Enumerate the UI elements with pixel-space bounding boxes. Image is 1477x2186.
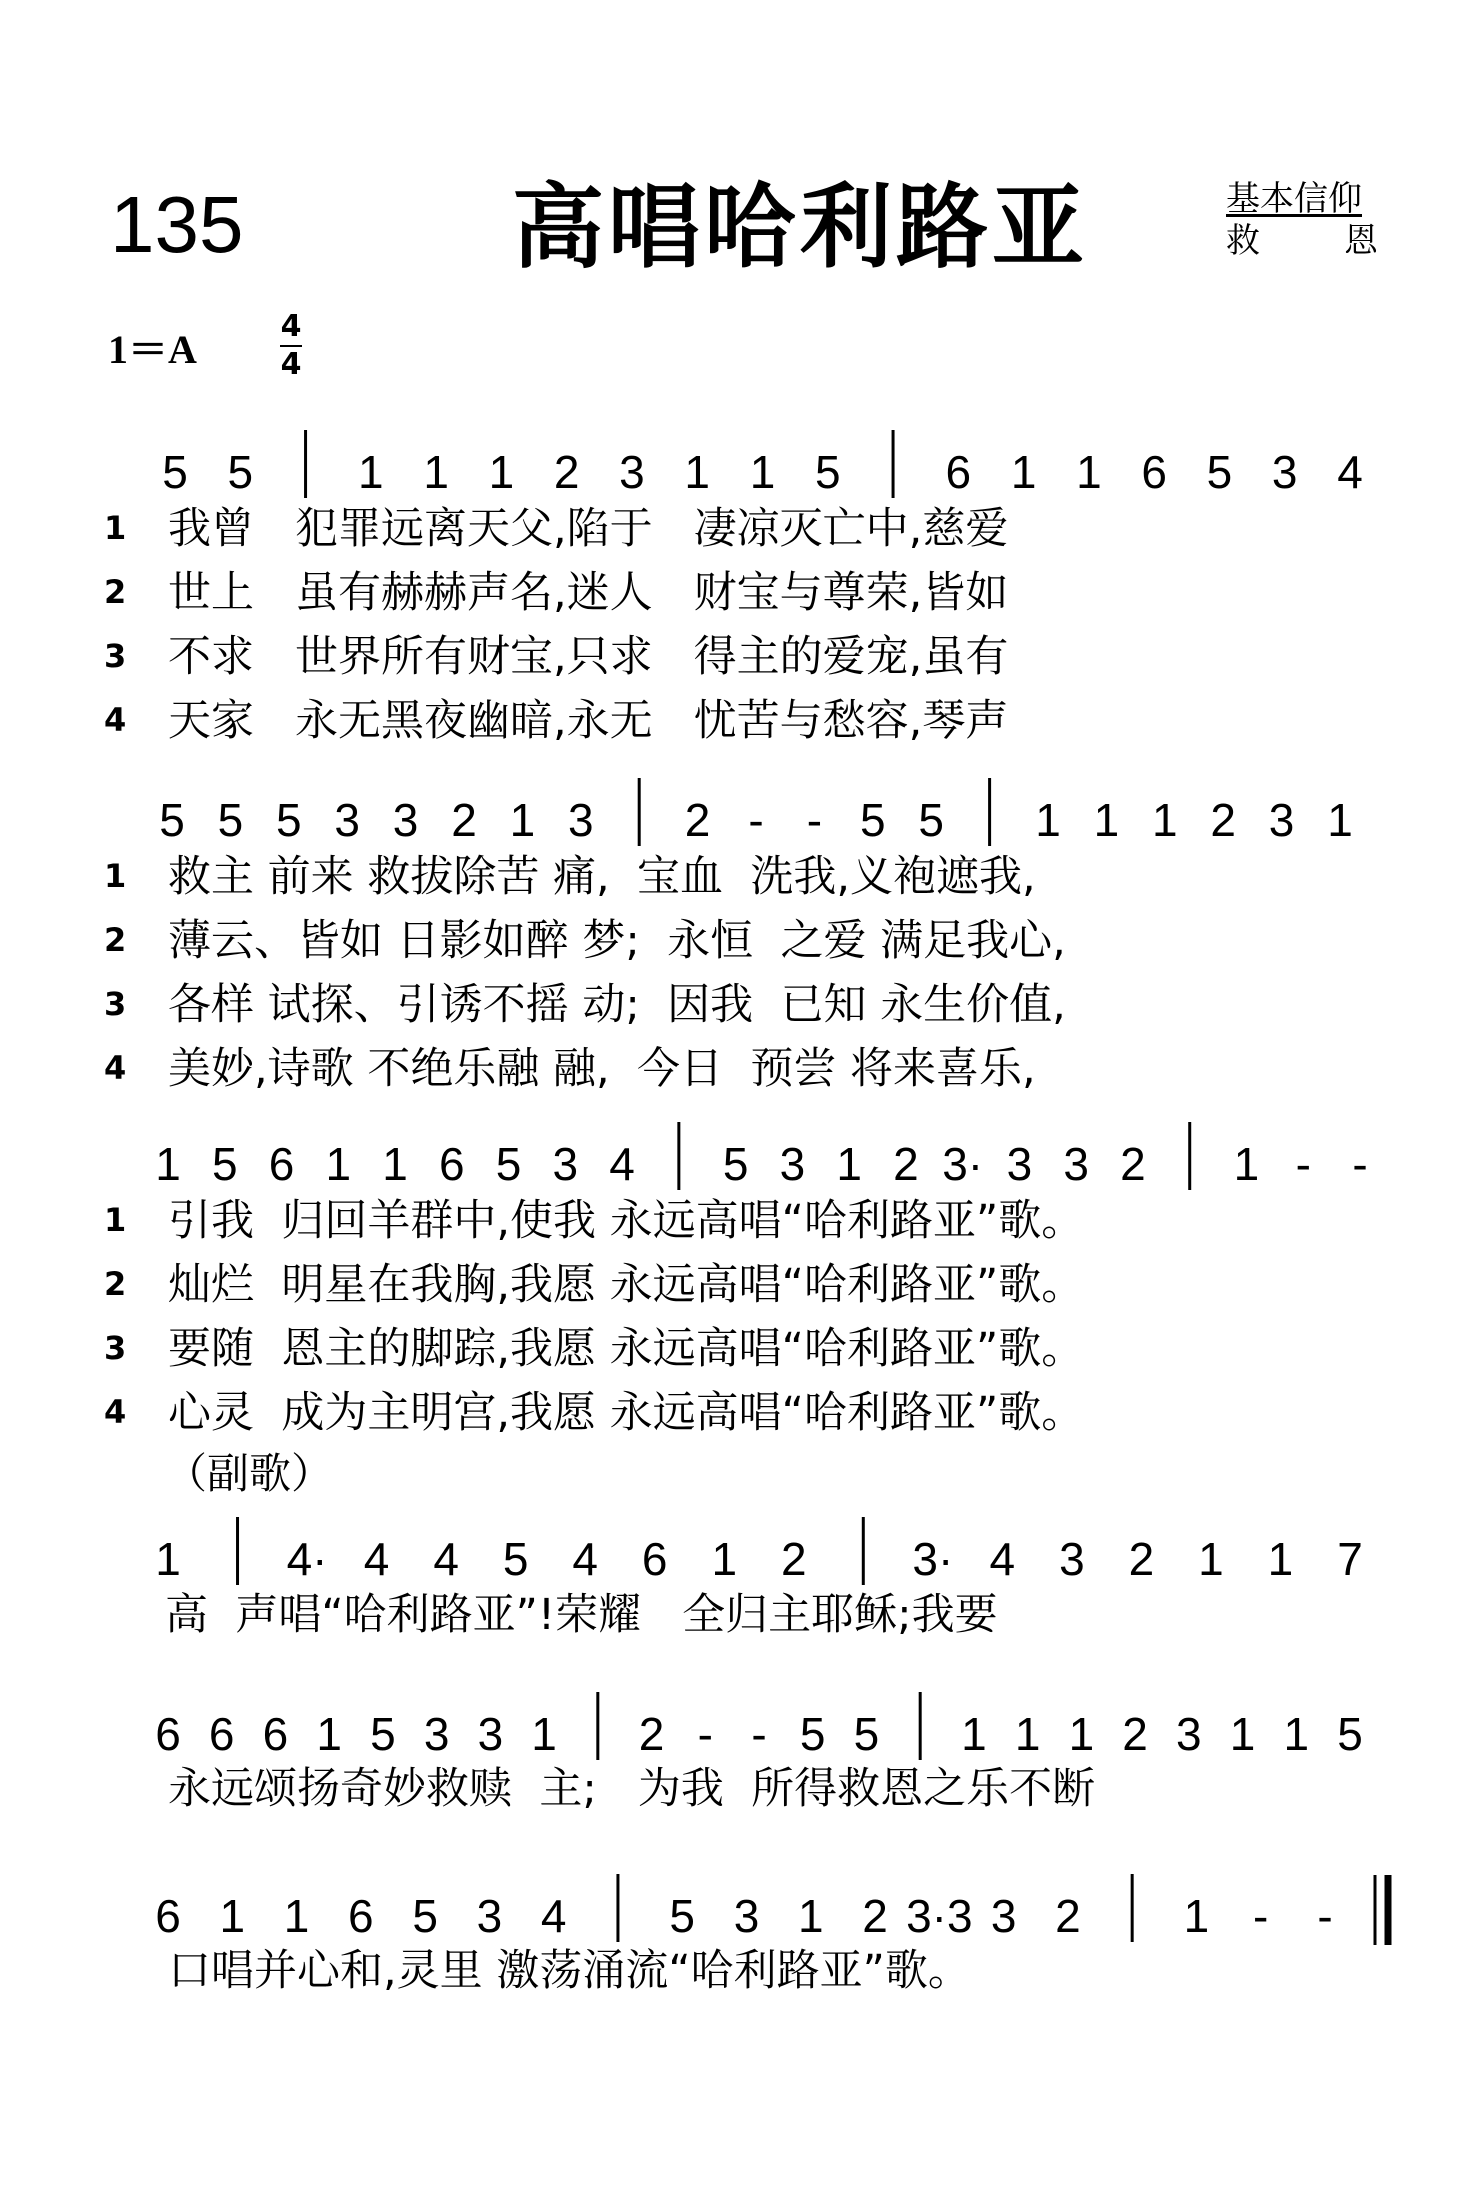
note: 1 <box>1010 446 1037 498</box>
note: 4 <box>989 1533 1016 1585</box>
chorus-lyric-line: 口唱并心和,灵里 激荡涌流“哈利路亚”歌。 <box>168 1946 971 1996</box>
note: 5 <box>495 1138 522 1190</box>
note: 3 <box>1176 1708 1202 1760</box>
note: 5 <box>669 1890 696 1942</box>
note: 1 <box>155 1138 181 1190</box>
note: 5 <box>211 1138 238 1190</box>
note: 5 <box>412 1890 438 1942</box>
lyric-line: 天家 永无黑夜幽暗,永无 忧苦与愁容,琴声 <box>168 696 1009 746</box>
key-signature: 1＝A <box>108 327 197 372</box>
chorus-lyric-line: 永远颂扬奇妙救赎 主; 为我 所得救恩之乐不断 <box>168 1764 1096 1814</box>
note: 2 <box>1128 1533 1155 1585</box>
lyric-line: 薄云、皆如 日影如醉 梦; 永恒 之爱 满足我心, <box>168 916 1066 966</box>
note: 2 <box>684 794 711 846</box>
note: 4 <box>609 1138 635 1190</box>
note: 5 <box>276 794 302 846</box>
note-dash: - <box>748 794 764 846</box>
note: 2 <box>780 1533 807 1585</box>
note: 3 <box>392 794 419 846</box>
note: 2 <box>638 1708 665 1760</box>
verse-number: 1 <box>104 857 127 895</box>
note: 7 <box>1337 1533 1363 1585</box>
lyric-line: 灿烂 明星在我胸,我愿 永远高唱“哈利路亚”歌。 <box>168 1260 1085 1310</box>
note: 3 <box>733 1890 760 1942</box>
note-dash: - <box>806 794 823 846</box>
note: 4 <box>363 1533 390 1585</box>
lyric-line: 我曾 犯罪远离天父,陷于 凄凉灭亡中,慈爱 <box>168 504 1009 554</box>
note: 1 <box>1327 794 1353 846</box>
note: 6 <box>155 1890 181 1942</box>
note: 1 <box>1229 1708 1256 1760</box>
verse-number: 2 <box>104 1265 127 1303</box>
note: 5 <box>814 446 841 498</box>
note: 1 <box>1014 1708 1041 1760</box>
note: 4 <box>433 1533 459 1585</box>
note: 1 <box>1068 1708 1095 1760</box>
note: 1 <box>1093 794 1120 846</box>
hymn-number: 135 <box>110 180 244 269</box>
note: 1 <box>358 446 384 498</box>
note: 1 <box>836 1138 862 1190</box>
note: 6 <box>945 446 972 498</box>
note: 2 <box>451 794 477 846</box>
note: 5 <box>1206 446 1233 498</box>
note: 3·3 <box>906 1890 973 1942</box>
lyric-line: 救主 前来 救拔除苦 痛, 宝血 洗我,义袍遮我, <box>168 852 1036 902</box>
note-dash: - <box>697 1708 713 1760</box>
note: 1 <box>1233 1138 1260 1190</box>
verse-number: 1 <box>104 1201 127 1239</box>
note: 3 <box>990 1890 1017 1942</box>
note: 2 <box>862 1890 888 1942</box>
verse-number: 1 <box>104 509 127 547</box>
note: 1 <box>316 1708 342 1760</box>
note: 1 <box>1198 1533 1224 1585</box>
note: 4· <box>286 1533 328 1585</box>
note: 1 <box>961 1708 987 1760</box>
note: 1 <box>423 446 449 498</box>
verse-number: 3 <box>104 1329 127 1367</box>
lyric-line: 不求 世界所有财宝,只求 得主的爱宠,虽有 <box>168 632 1009 682</box>
verse-number: 2 <box>104 921 127 959</box>
note: 3 <box>779 1138 806 1190</box>
note: 2 <box>1120 1138 1146 1190</box>
note-dash: - <box>1295 1138 1311 1190</box>
time-signature-top: 4 <box>280 309 302 344</box>
note: 3 <box>334 794 360 846</box>
note: 1 <box>155 1533 181 1585</box>
note: 4 <box>572 1533 598 1585</box>
note: 6 <box>348 1890 374 1942</box>
note: 1 <box>325 1138 352 1190</box>
note: 3 <box>476 1890 503 1942</box>
note: 1 <box>1183 1890 1210 1942</box>
note: 1 <box>509 794 536 846</box>
note: 2 <box>1122 1708 1148 1760</box>
note-dash: - <box>751 1708 767 1760</box>
note: 1 <box>382 1138 408 1190</box>
note: 4 <box>540 1890 567 1942</box>
note: 2 <box>1055 1890 1081 1942</box>
note: 6 <box>208 1708 235 1760</box>
lyric-line: 引我 归回羊群中,使我 永远高唱“哈利路亚”歌。 <box>168 1196 1085 1246</box>
note: 2 <box>893 1138 919 1190</box>
note: 5 <box>918 794 944 846</box>
lyric-line: 心灵 成为主明宫,我愿 永远高唱“哈利路亚”歌。 <box>168 1388 1085 1438</box>
note: 1 <box>488 446 515 498</box>
chorus-lyric-line: 高 声唱“哈利路亚”!荣耀 全归主耶稣;我要 <box>165 1590 998 1640</box>
chorus-label: （副歌） <box>165 1449 334 1498</box>
note: 2 <box>553 446 580 498</box>
note: 1 <box>797 1890 824 1942</box>
note: 4 <box>1337 446 1363 498</box>
lyric-line: 世上 虽有赫赫声名,迷人 财宝与尊荣,皆如 <box>168 568 1009 618</box>
note: 6 <box>1141 446 1167 498</box>
note: 6 <box>268 1138 295 1190</box>
note: 1 <box>1076 446 1102 498</box>
note: 3 <box>477 1708 504 1760</box>
verse-number: 3 <box>104 985 127 1023</box>
note: 1 <box>684 446 711 498</box>
note: 3 <box>552 1138 579 1190</box>
note: 5 <box>162 446 188 498</box>
verse-number: 4 <box>104 1049 127 1087</box>
category-main: 基本信仰 <box>1226 179 1362 219</box>
note: 3 <box>1271 446 1298 498</box>
note-dash: - <box>1253 1890 1269 1942</box>
note: 3 <box>423 1708 450 1760</box>
note: 3 <box>568 794 594 846</box>
note: 6 <box>262 1708 289 1760</box>
note: 2 <box>1210 794 1236 846</box>
verse-number: 2 <box>104 573 127 611</box>
note: 3 <box>1006 1138 1033 1190</box>
note: 1 <box>219 1890 246 1942</box>
note: 5 <box>799 1708 826 1760</box>
note: 3· <box>942 1138 984 1190</box>
note: 6 <box>155 1708 181 1760</box>
note: 1 <box>283 1890 310 1942</box>
note: 1 <box>711 1533 738 1585</box>
lyric-line: 美妙,诗歌 不绝乐融 融, 今日 预尝 将来喜乐, <box>168 1044 1036 1094</box>
verse-number: 4 <box>104 1393 127 1431</box>
note: 3 <box>1268 794 1295 846</box>
note: 6 <box>641 1533 668 1585</box>
note-dash: - <box>1352 1138 1368 1190</box>
note: 3 <box>1059 1533 1085 1585</box>
note: 3 <box>619 446 645 498</box>
note: 3 <box>1063 1138 1089 1190</box>
note: 5 <box>1337 1708 1363 1760</box>
note: 3· <box>912 1533 954 1585</box>
verse-number: 3 <box>104 637 127 675</box>
time-signature-bottom: 4 <box>280 347 302 382</box>
note: 5 <box>502 1533 529 1585</box>
note: 5 <box>227 446 254 498</box>
verse-number: 4 <box>104 701 127 739</box>
note: 1 <box>1267 1533 1294 1585</box>
note: 1 <box>1035 794 1061 846</box>
note: 1 <box>1283 1708 1310 1760</box>
note: 5 <box>860 794 886 846</box>
category-sub-left: 救 <box>1226 221 1260 261</box>
note: 5 <box>853 1708 880 1760</box>
note: 5 <box>159 794 185 846</box>
note: 6 <box>439 1138 465 1190</box>
lyric-line: 要随 恩主的脚踪,我愿 永远高唱“哈利路亚”歌。 <box>168 1324 1085 1374</box>
note-dash: - <box>1317 1890 1333 1942</box>
note: 5 <box>722 1138 749 1190</box>
note: 5 <box>370 1708 396 1760</box>
lyric-line: 各样 试探、引诱不摇 动; 因我 已知 永生价值, <box>168 980 1066 1030</box>
note: 1 <box>749 446 776 498</box>
hymn-title: 高唱哈利路亚 <box>512 174 1089 281</box>
note: 1 <box>531 1708 557 1760</box>
note: 1 <box>1152 794 1178 846</box>
category-sub-right: 恩 <box>1344 221 1378 261</box>
note: 5 <box>217 794 244 846</box>
